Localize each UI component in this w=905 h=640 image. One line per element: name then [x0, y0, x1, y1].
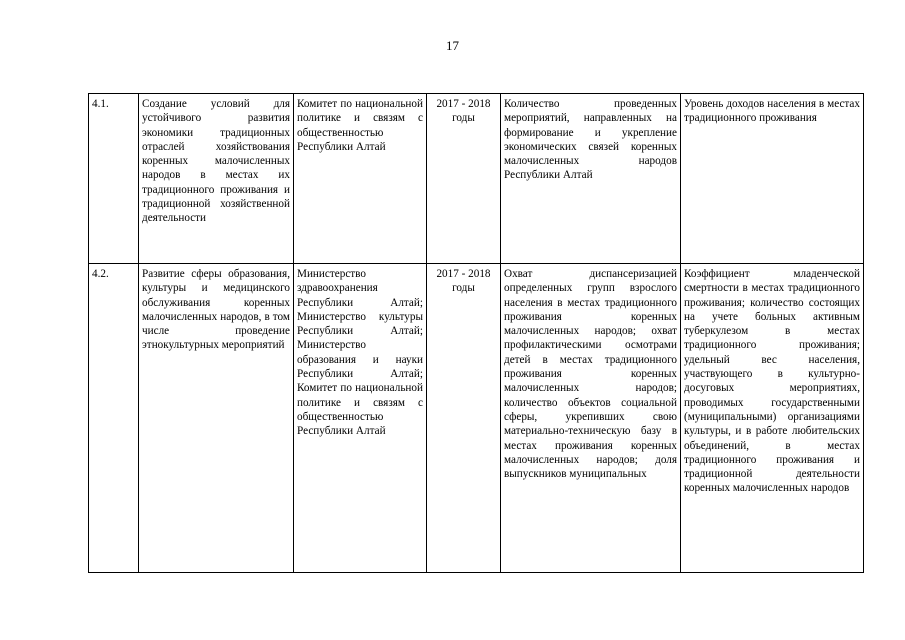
period-cell: 2017 - 2018 годы — [427, 264, 501, 573]
result-cell: Охват диспансеризацией определенных групп взрослого населения в местах традиционного проживания коренных малочисленных народов; охват профилактическими осмотрами детей в местах традиционного проживания коренных малочисленных народов; количество объектов социальной сферы, укрепивших свою материально-техническую базу в местах проживания коренных малочисленных народов; доля выпускников муниципальных — [501, 264, 681, 573]
result-cell: Количество проведенных мероприятий, направленных на формирование и укрепление экономических связей коренных малочисленных народов Республики Алтай — [501, 94, 681, 264]
page-number: 17 — [446, 38, 459, 53]
executor-cell: Министерство здравоохранения Республики Алтай; Министерство культуры Республики Алтай; Министерство образования и науки Республики Алтай; Комитет по национальной политике и связям с общественностью Республики Алтай — [294, 264, 427, 573]
table-row — [89, 94, 864, 264]
indicator-cell: Уровень доходов населения в местах традиционного проживания — [681, 94, 864, 264]
measures-table — [88, 93, 864, 573]
event-cell: Создание условий для устойчивого развития экономики традиционных отраслей хозяйствования коренных малочисленных народов в местах их традиционного проживания и традиционной хозяйственной деятельности — [139, 94, 294, 264]
row-number: 4.2. — [89, 264, 139, 573]
period-cell: 2017 - 2018 годы — [427, 94, 501, 264]
indicator-cell: Коэффициент младенческой смертности в местах традиционного проживания; количество состоящих на учете больных активным туберкулезом в местах традиционного проживания; удельный вес населения, участвующего в культурно-досуговых мероприятиях, проводимых государственными (муниципальными) организациями культуры, и в работе любительских объединений, в местах традиционного проживания и традиционной деятельности коренных малочисленных народов — [681, 264, 864, 573]
table-row — [89, 264, 864, 573]
executor-cell: Комитет по национальной политике и связям с общественностью Республики Алтай — [294, 94, 427, 264]
row-number: 4.1. — [89, 94, 139, 264]
event-cell: Развитие сферы образования, культуры и медицинского обслуживания коренных малочисленных народов, в том числе проведение этнокультурных мероприятий — [139, 264, 294, 573]
